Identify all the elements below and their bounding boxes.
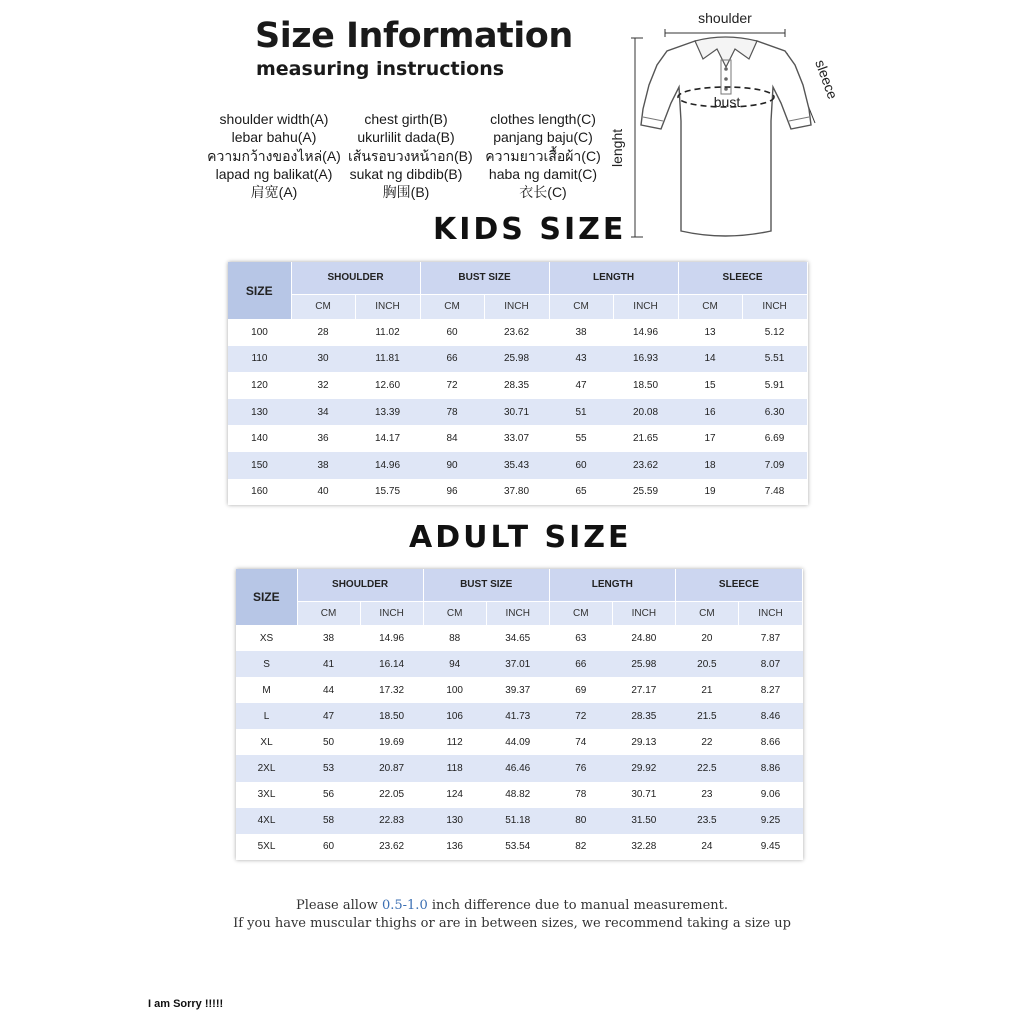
value-cell: 23 xyxy=(701,789,713,801)
unit-header: INCH xyxy=(742,294,807,319)
page-title: Size Information xyxy=(255,16,573,56)
unit-header: CM xyxy=(549,294,613,319)
value-cell: 30 xyxy=(291,346,355,373)
length-label: lenght xyxy=(609,128,625,167)
measure-label: ukurlilit dada(B) xyxy=(357,129,455,146)
value-cell: 96 xyxy=(446,486,458,498)
value-cell: 80 xyxy=(549,808,612,834)
bust-label: bust xyxy=(713,94,741,110)
value-cell: 18.50 xyxy=(633,379,659,391)
unit-header: INCH xyxy=(484,294,549,319)
kids-size-table xyxy=(228,262,808,505)
value-cell: 8.66 xyxy=(760,736,781,748)
value-cell: 40 xyxy=(317,486,329,498)
value-cell: 23.62 xyxy=(379,841,405,853)
shoulder-label: shoulder xyxy=(698,10,752,26)
value-cell: 14.96 xyxy=(355,452,420,479)
group-header-bust: BUST SIZE xyxy=(423,569,549,601)
measurement-note xyxy=(0,898,1024,913)
value-cell: 7.09 xyxy=(742,452,807,479)
value-cell: 46.46 xyxy=(486,755,549,781)
value-cell: 30.71 xyxy=(484,399,549,426)
value-cell: 27.17 xyxy=(631,684,657,696)
value-cell: 29.92 xyxy=(612,755,675,781)
value-cell: 8.07 xyxy=(738,651,802,677)
value-cell: 7.48 xyxy=(764,486,785,498)
value-cell: 16.14 xyxy=(360,651,423,677)
value-cell: 94 xyxy=(423,651,486,677)
value-cell: 48.82 xyxy=(505,789,531,801)
value-cell: 60 xyxy=(323,841,335,853)
size-cell: 120 xyxy=(251,379,268,391)
page-subtitle: measuring instructions xyxy=(256,58,505,80)
button-icon xyxy=(724,77,728,81)
value-cell: 41.73 xyxy=(486,703,549,729)
value-cell: 124 xyxy=(446,789,463,801)
value-cell: 7.87 xyxy=(760,632,781,644)
value-cell: 20 xyxy=(701,632,713,644)
value-cell: 33.07 xyxy=(503,433,530,445)
value-cell: 12.60 xyxy=(374,379,401,391)
group-header-sleece: SLEECE xyxy=(678,262,807,294)
value-cell: 15 xyxy=(704,379,716,391)
measure-label: chest girth(B) xyxy=(364,111,448,127)
value-cell: 22.5 xyxy=(675,755,738,781)
unit-header: CM xyxy=(675,601,738,625)
measure-label: panjang baju(C) xyxy=(493,129,593,146)
value-cell: 43 xyxy=(549,346,613,373)
measure-label: ความยาวเสื้อผ้า(C) xyxy=(485,147,601,164)
value-cell: 19.69 xyxy=(379,736,405,748)
size-cell: L xyxy=(236,703,297,729)
value-cell: 13 xyxy=(704,326,716,338)
value-cell: 5.12 xyxy=(764,326,785,338)
table-row xyxy=(228,399,807,426)
table-row xyxy=(228,346,807,373)
size-header: SIZE xyxy=(228,262,291,319)
size-cell: 3XL xyxy=(257,789,276,801)
value-cell: 25.98 xyxy=(484,346,549,373)
measure-label: haba ng damit(C) xyxy=(488,165,598,182)
table-row xyxy=(228,372,807,399)
value-cell: 24 xyxy=(701,841,713,853)
group-header-shoulder: SHOULDER xyxy=(291,262,420,294)
value-cell: 8.27 xyxy=(760,684,781,696)
table-row xyxy=(236,755,803,781)
value-cell: 16 xyxy=(678,399,742,426)
adult-size-title: ADULT SIZE xyxy=(409,520,632,555)
value-cell: 19 xyxy=(704,486,716,498)
value-cell: 66 xyxy=(549,651,612,677)
value-cell: 16.93 xyxy=(613,346,678,373)
value-cell: 23.62 xyxy=(503,326,530,338)
unit-header: INCH xyxy=(613,294,678,319)
unit-header: INCH xyxy=(486,601,549,625)
value-cell: 24.80 xyxy=(631,632,657,644)
table-row xyxy=(236,834,803,860)
value-cell: 11.81 xyxy=(355,346,420,373)
size-header: SIZE xyxy=(236,569,297,625)
value-cell: 17 xyxy=(704,433,716,445)
value-cell: 9.45 xyxy=(760,841,781,853)
group-header-length: LENGTH xyxy=(549,569,675,601)
measure-label: เส้นรอบวงหน้าอก(B) xyxy=(348,147,473,164)
measure-label: ความกว้างของไหล่(A) xyxy=(207,147,341,164)
unit-header: CM xyxy=(423,601,486,625)
size-cell: S xyxy=(236,651,297,677)
value-cell: 31.50 xyxy=(612,808,675,834)
size-cell: 110 xyxy=(228,346,291,373)
group-header-length: LENGTH xyxy=(549,262,678,294)
unit-header: CM xyxy=(549,601,612,625)
value-cell: 9.25 xyxy=(738,808,802,834)
value-cell: 30.71 xyxy=(631,789,657,801)
value-cell: 14 xyxy=(678,346,742,373)
chest-measure-list xyxy=(348,110,473,201)
kids-table-body xyxy=(228,319,807,505)
table-row xyxy=(228,479,807,506)
measure-label: shoulder width(A) xyxy=(219,111,329,127)
value-cell: 60 xyxy=(549,452,613,479)
note-text: inch difference due to manual measurement. xyxy=(427,898,729,913)
value-cell: 53 xyxy=(297,755,360,781)
table-row xyxy=(228,425,807,452)
value-cell: 11.02 xyxy=(375,326,400,338)
value-cell: 22 xyxy=(701,736,713,748)
value-cell: 72 xyxy=(446,379,458,391)
measure-label: 肩宽(A) xyxy=(250,184,298,201)
unit-header: INCH xyxy=(360,601,423,625)
group-header-sleece: SLEECE xyxy=(675,569,802,601)
table-row xyxy=(236,808,803,834)
table-row xyxy=(228,452,807,479)
value-cell: 82 xyxy=(575,841,587,853)
table-row xyxy=(236,625,803,651)
group-header-bust: BUST SIZE xyxy=(420,262,549,294)
value-cell: 18 xyxy=(678,452,742,479)
unit-header: CM xyxy=(420,294,484,319)
size-up-note: If you have muscular thighs or are in between sizes, we recommend taking a size up xyxy=(233,916,791,931)
value-cell: 53.54 xyxy=(505,841,531,853)
value-cell: 20.08 xyxy=(613,399,678,426)
value-cell: 55 xyxy=(575,433,587,445)
table-row xyxy=(236,729,803,755)
value-cell: 69 xyxy=(575,684,587,696)
value-cell: 6.30 xyxy=(742,399,807,426)
unit-header: CM xyxy=(678,294,742,319)
size-cell: 2XL xyxy=(236,755,297,781)
value-cell: 28.35 xyxy=(612,703,675,729)
value-cell: 6.69 xyxy=(764,433,785,445)
value-cell: 44 xyxy=(323,684,335,696)
value-cell: 90 xyxy=(420,452,484,479)
table-row xyxy=(236,782,803,808)
value-cell: 51 xyxy=(549,399,613,426)
value-cell: 14.17 xyxy=(374,433,401,445)
measure-label: 胸围(B) xyxy=(382,184,430,201)
adult-table-body xyxy=(236,625,803,860)
value-cell: 21.65 xyxy=(633,433,659,445)
value-cell: 44.09 xyxy=(505,736,531,748)
measure-label: 衣长(C) xyxy=(519,184,567,201)
size-cell: 5XL xyxy=(257,841,276,853)
value-cell: 78 xyxy=(575,789,587,801)
adult-size-table xyxy=(236,569,803,860)
value-cell: 37.80 xyxy=(503,486,530,498)
value-cell: 56 xyxy=(323,789,335,801)
value-cell: 21.5 xyxy=(675,703,738,729)
value-cell: 25.59 xyxy=(633,486,659,498)
value-cell: 118 xyxy=(423,755,486,781)
length-measure-list xyxy=(478,110,608,201)
table-row xyxy=(236,703,803,729)
value-cell: 20.5 xyxy=(675,651,738,677)
value-cell: 22.05 xyxy=(379,789,405,801)
value-cell: 35.43 xyxy=(484,452,549,479)
value-cell: 60 xyxy=(446,326,458,338)
value-cell: 51.18 xyxy=(486,808,549,834)
value-cell: 23.62 xyxy=(613,452,678,479)
value-cell: 23.5 xyxy=(675,808,738,834)
value-cell: 88 xyxy=(449,632,461,644)
value-cell: 37.01 xyxy=(486,651,549,677)
unit-header: INCH xyxy=(612,601,675,625)
value-cell: 34 xyxy=(291,399,355,426)
value-cell: 14.96 xyxy=(379,632,405,644)
footer-text: I am Sorry !!!!! xyxy=(148,998,224,1010)
size-cell: M xyxy=(262,684,271,696)
value-cell: 38 xyxy=(291,452,355,479)
value-cell: 50 xyxy=(323,736,335,748)
value-cell: 5.91 xyxy=(764,379,785,391)
value-cell: 74 xyxy=(575,736,587,748)
value-cell: 34.65 xyxy=(505,632,531,644)
measure-label: clothes length(C) xyxy=(490,111,596,127)
value-cell: 21 xyxy=(701,684,713,696)
value-cell: 38 xyxy=(575,326,587,338)
value-cell: 100 xyxy=(446,684,463,696)
size-cell: XS xyxy=(259,632,274,644)
value-cell: 22.83 xyxy=(360,808,423,834)
value-cell: 15.75 xyxy=(374,486,401,498)
measure-label: lapad ng balikat(A) xyxy=(215,165,333,182)
value-cell: 72 xyxy=(549,703,612,729)
group-header-shoulder: SHOULDER xyxy=(297,569,423,601)
value-cell: 78 xyxy=(420,399,484,426)
value-cell: 38 xyxy=(323,632,335,644)
value-cell: 25.98 xyxy=(612,651,675,677)
measure-label: lebar bahu(A) xyxy=(231,129,317,146)
value-cell: 36 xyxy=(317,433,329,445)
unit-header: INCH xyxy=(355,294,420,319)
unit-header: CM xyxy=(291,294,355,319)
note-text: Please allow xyxy=(295,898,382,913)
unit-header: CM xyxy=(297,601,360,625)
size-cell: 130 xyxy=(228,399,291,426)
polo-shirt-diagram xyxy=(609,5,842,245)
size-cell: 140 xyxy=(251,433,268,445)
value-cell: 14.96 xyxy=(633,326,659,338)
unit-header: INCH xyxy=(738,601,802,625)
value-cell: 5.51 xyxy=(742,346,807,373)
value-cell: 32.28 xyxy=(631,841,657,853)
table-row xyxy=(228,319,807,346)
value-cell: 28 xyxy=(317,326,329,338)
value-cell: 63 xyxy=(575,632,587,644)
value-cell: 112 xyxy=(446,736,463,748)
size-cell: 160 xyxy=(251,486,268,498)
value-cell: 136 xyxy=(446,841,463,853)
value-cell: 8.86 xyxy=(738,755,802,781)
value-cell: 58 xyxy=(297,808,360,834)
value-cell: 41 xyxy=(297,651,360,677)
note-highlight: 0.5-1.0 xyxy=(381,898,428,913)
value-cell: 66 xyxy=(420,346,484,373)
shoulder-measure-list xyxy=(203,110,345,201)
value-cell: 106 xyxy=(423,703,486,729)
value-cell: 9.06 xyxy=(760,789,781,801)
value-cell: 84 xyxy=(446,433,458,445)
value-cell: 130 xyxy=(423,808,486,834)
table-row xyxy=(236,677,803,703)
value-cell: 13.39 xyxy=(355,399,420,426)
table-row xyxy=(236,651,803,677)
value-cell: 29.13 xyxy=(631,736,657,748)
kids-size-title: KIDS SIZE xyxy=(433,212,627,247)
button-icon xyxy=(724,67,728,71)
value-cell: 76 xyxy=(549,755,612,781)
value-cell: 47 xyxy=(297,703,360,729)
value-cell: 8.46 xyxy=(738,703,802,729)
value-cell: 65 xyxy=(575,486,587,498)
value-cell: 18.50 xyxy=(360,703,423,729)
value-cell: 32 xyxy=(317,379,329,391)
size-cell: 100 xyxy=(251,326,268,338)
value-cell: 47 xyxy=(575,379,587,391)
value-cell: 17.32 xyxy=(379,684,405,696)
size-cell: 150 xyxy=(228,452,291,479)
value-cell: 20.87 xyxy=(360,755,423,781)
value-cell: 39.37 xyxy=(505,684,531,696)
measure-label: sukat ng dibdib(B) xyxy=(349,165,463,182)
sleeve-label: sleece xyxy=(812,57,842,102)
size-cell: XL xyxy=(260,736,273,748)
value-cell: 28.35 xyxy=(503,379,530,391)
size-cell: 4XL xyxy=(236,808,297,834)
